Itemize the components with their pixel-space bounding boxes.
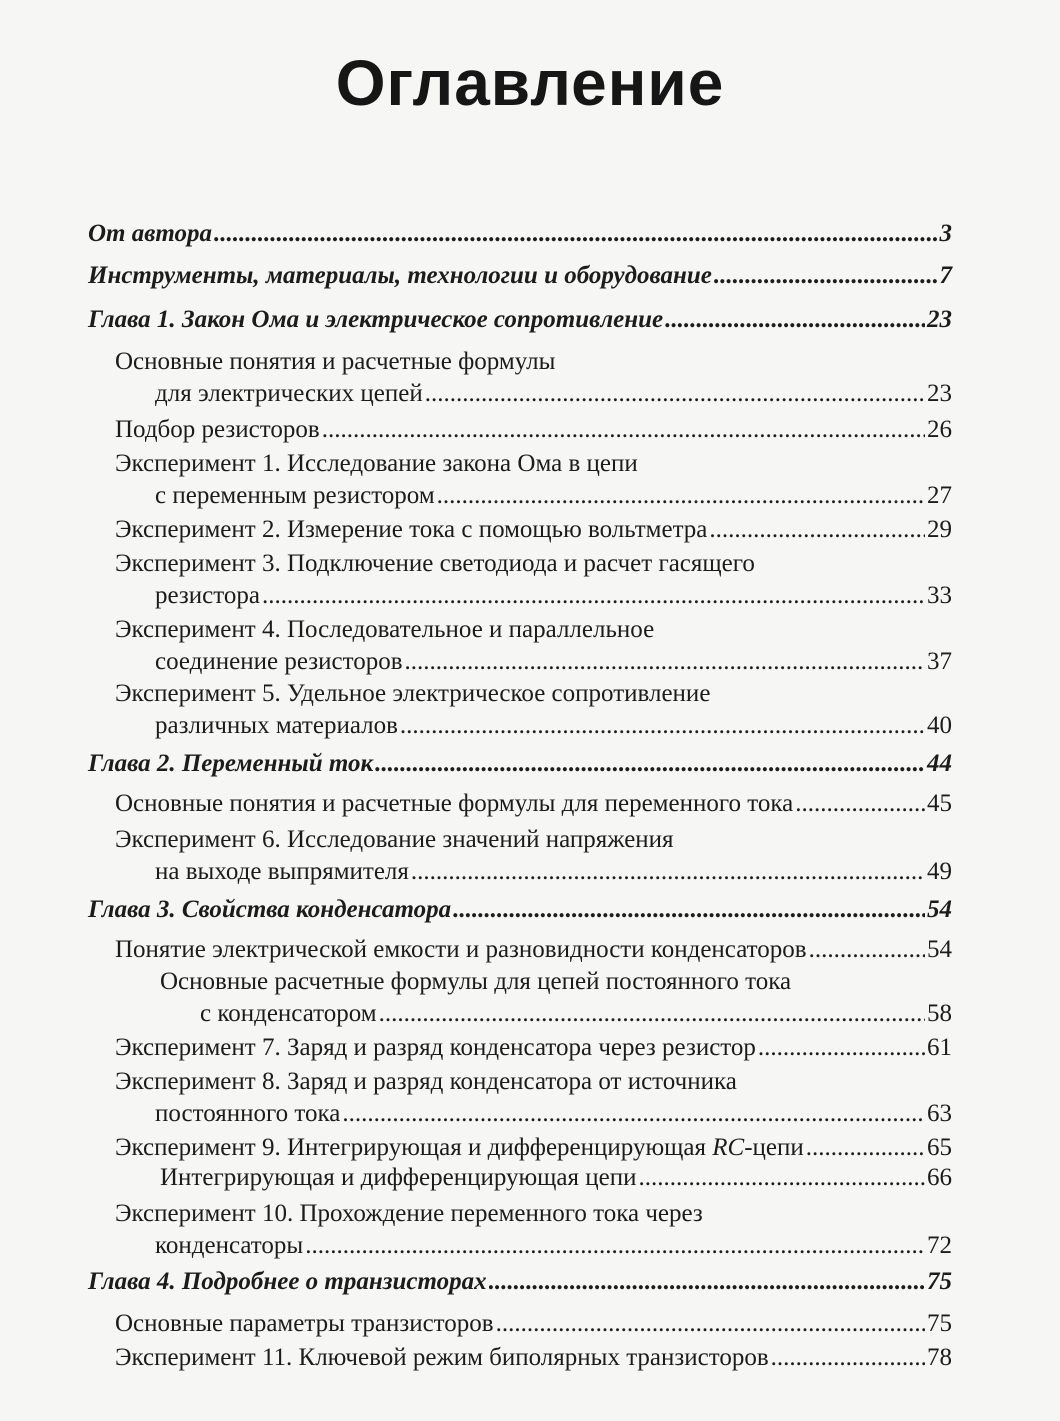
toc-entry	[115, 1032, 952, 1064]
toc-entry-title: Основные понятия и расчетные формулы	[115, 348, 556, 375]
toc-page-number: 40	[927, 712, 952, 739]
toc-page-number: 72	[927, 1232, 952, 1259]
toc-entry-title: От автора	[88, 220, 213, 247]
toc-entry-line	[115, 934, 952, 966]
toc-entry-line	[115, 1230, 952, 1262]
toc-page-number: 49	[927, 858, 952, 885]
toc-leader-dots	[405, 646, 926, 678]
toc-leader-dots	[437, 480, 925, 512]
toc-entry	[115, 678, 952, 742]
toc-entry-line	[115, 678, 952, 710]
toc-entry-line	[115, 378, 952, 410]
toc-entry-line	[115, 856, 952, 888]
toc-leader-dots	[453, 894, 925, 926]
toc-entry	[88, 1266, 952, 1298]
toc-leader-dots	[379, 998, 925, 1030]
toc-entry	[160, 966, 952, 1030]
toc-entry	[88, 894, 952, 926]
toc-entry-line	[88, 304, 952, 336]
toc-page-number: 54	[927, 896, 952, 923]
toc-entry	[115, 1132, 952, 1164]
toc-entry-line	[115, 1308, 952, 1340]
toc-entry-title: Основные понятия и расчетные формулы для переменного тока	[115, 790, 794, 817]
toc-entry	[115, 1308, 952, 1340]
toc-entry-title: Эксперимент 10. Прохождение переменного тока через	[115, 1200, 703, 1227]
toc-entry-line	[115, 710, 952, 742]
toc-page-number: 66	[927, 1164, 952, 1191]
toc-entry-line	[88, 1266, 952, 1298]
toc-entry-line	[160, 1162, 952, 1194]
toc-page-number: 78	[927, 1344, 952, 1371]
toc-entry-title: Интегрирующая и дифференцирующая цепи	[160, 1164, 637, 1191]
toc-entry-line	[88, 894, 952, 926]
toc-entry-title: соединение резисторов	[155, 648, 403, 675]
toc-entry-title: на выходе выпрямителя	[155, 858, 409, 885]
toc-page-number: 29	[927, 516, 952, 543]
toc-leader-dots	[709, 514, 925, 546]
toc-entry-title: Эксперимент 9. Интегрирующая и дифференцирующая RC-цепи	[115, 1134, 804, 1161]
toc-entry-title: Эксперимент 3. Подключение светодиода и расчет гасящего	[115, 550, 755, 577]
toc-entry-title: резистора	[155, 582, 260, 609]
toc-entry-line	[115, 824, 952, 856]
toc-entry-line	[88, 218, 952, 250]
toc-entry-title: Эксперимент 11. Ключевой режим биполярных транзисторов	[115, 1344, 769, 1371]
toc-page-number: 3	[939, 220, 952, 247]
toc-page-number: 61	[927, 1034, 952, 1061]
toc-leader-dots	[322, 414, 925, 446]
toc-entry	[115, 824, 952, 888]
toc-page-number: 23	[927, 380, 952, 407]
toc-entry	[88, 260, 952, 292]
toc-entry-title: Эксперимент 2. Измерение тока с помощью вольтметра	[115, 516, 708, 543]
toc-entry	[115, 788, 952, 820]
toc-entry-title: Глава 2. Переменный ток	[88, 750, 374, 777]
toc-entry-line	[115, 480, 952, 512]
toc-entry-title: конденсаторы	[155, 1232, 304, 1259]
toc-entry	[115, 614, 952, 678]
toc-page-number: 27	[927, 482, 952, 509]
toc-entry	[88, 748, 952, 780]
toc-entry-title: Глава 4. Подробнее о транзисторах	[88, 1268, 487, 1295]
toc-entry-title: Подбор резисторов	[115, 416, 320, 443]
toc-leader-dots	[214, 218, 937, 250]
toc-entry-title: Понятие электрической емкости и разновидности конденсаторов	[115, 936, 807, 963]
toc-entry-title: с конденсатором	[200, 1000, 377, 1027]
toc-entry-title: Эксперимент 7. Заряд и разряд конденсатора через резистор	[115, 1034, 756, 1061]
toc-entry-line	[115, 548, 952, 580]
toc-page-number: 33	[927, 582, 952, 609]
toc-entry-title: Глава 3. Свойства конденсатора	[88, 896, 452, 923]
toc-entry	[115, 934, 952, 966]
toc-leader-dots	[665, 304, 925, 336]
toc-entry	[88, 218, 952, 250]
toc-leader-dots	[375, 748, 925, 780]
toc-page-number: 58	[927, 1000, 952, 1027]
toc-entry	[115, 414, 952, 446]
toc-entry-title: различных материалов	[155, 712, 398, 739]
toc-entry-title: с переменным резистором	[155, 482, 435, 509]
toc-entry	[115, 1066, 952, 1130]
toc-entry-line	[115, 1066, 952, 1098]
toc-entry-line	[115, 580, 952, 612]
toc-leader-dots	[795, 788, 925, 820]
toc-page-number: 75	[927, 1310, 952, 1337]
toc-entry-title: Основные параметры транзисторов	[115, 1310, 494, 1337]
toc-leader-dots	[806, 1132, 925, 1164]
toc-leader-dots	[305, 1230, 925, 1262]
toc-entry-title: Инструменты, материалы, технологии и оборудование	[88, 262, 712, 289]
toc-leader-dots	[714, 260, 938, 292]
toc-leader-dots	[809, 934, 925, 966]
toc-page-number: 7	[939, 262, 952, 289]
toc-entry	[115, 1198, 952, 1262]
toc-entry-line	[115, 1032, 952, 1064]
toc-entry-title: для электрических цепей	[155, 380, 423, 407]
toc-entry-line	[88, 260, 952, 292]
toc-entry-line	[115, 1198, 952, 1230]
toc-leader-dots	[400, 710, 925, 742]
toc-leader-dots	[262, 580, 925, 612]
toc-entry	[115, 514, 952, 546]
toc-leader-dots	[639, 1162, 925, 1194]
toc-entry-line	[160, 966, 952, 998]
toc-entry-title: Эксперимент 8. Заряд и разряд конденсатора от источника	[115, 1068, 737, 1095]
toc-leader-dots	[496, 1308, 925, 1340]
toc-entry-title: Эксперимент 5. Удельное электрическое сопротивление	[115, 680, 711, 707]
toc-entry-title: Эксперимент 6. Исследование значений напряжения	[115, 826, 674, 853]
toc-entry	[115, 1342, 952, 1374]
toc-leader-dots	[425, 378, 925, 410]
toc-entry	[160, 1162, 952, 1194]
toc-entry	[88, 304, 952, 336]
toc-entry-title: Эксперимент 1. Исследование закона Ома в цепи	[115, 450, 638, 477]
toc-page-number: 65	[927, 1134, 952, 1161]
toc-entry-line	[115, 346, 952, 378]
toc-entry	[115, 548, 952, 612]
toc-entry-line	[115, 614, 952, 646]
toc-entry-line	[115, 514, 952, 546]
toc-entry-title: Основные расчетные формулы для цепей постоянного тока	[160, 968, 792, 995]
toc-leader-dots	[411, 856, 925, 888]
toc-page-number: 44	[927, 750, 952, 777]
toc-entry-line	[115, 448, 952, 480]
toc-entry-title: Эксперимент 4. Последовательное и параллельное	[115, 616, 655, 643]
toc-leader-dots	[489, 1266, 925, 1298]
toc-leader-dots	[771, 1342, 925, 1374]
toc-entry-line	[115, 414, 952, 446]
toc-entry	[115, 346, 952, 410]
toc-page-number: 26	[927, 416, 952, 443]
toc-page-number: 63	[927, 1100, 952, 1127]
toc-page-number: 45	[927, 790, 952, 817]
toc-leader-dots	[342, 1098, 925, 1130]
toc-leader-dots	[758, 1032, 925, 1064]
toc-page-number: 75	[927, 1268, 952, 1295]
toc-entry-line	[115, 1098, 952, 1130]
toc-entry-line	[88, 748, 952, 780]
toc-entry-title: постоянного тока	[155, 1100, 341, 1127]
toc-entry	[115, 448, 952, 512]
page-title: Оглавление	[335, 47, 725, 119]
toc-entry-title: Глава 1. Закон Ома и электрическое сопротивление	[88, 306, 664, 333]
toc-page-number: 23	[927, 306, 952, 333]
toc-page-number: 54	[927, 936, 952, 963]
toc-entry-line	[115, 1342, 952, 1374]
toc-entry-line	[160, 998, 952, 1030]
toc-page-number: 37	[927, 648, 952, 675]
toc-entry-line	[115, 788, 952, 820]
toc-entry-line	[115, 1132, 952, 1164]
toc-entry-line	[115, 646, 952, 678]
